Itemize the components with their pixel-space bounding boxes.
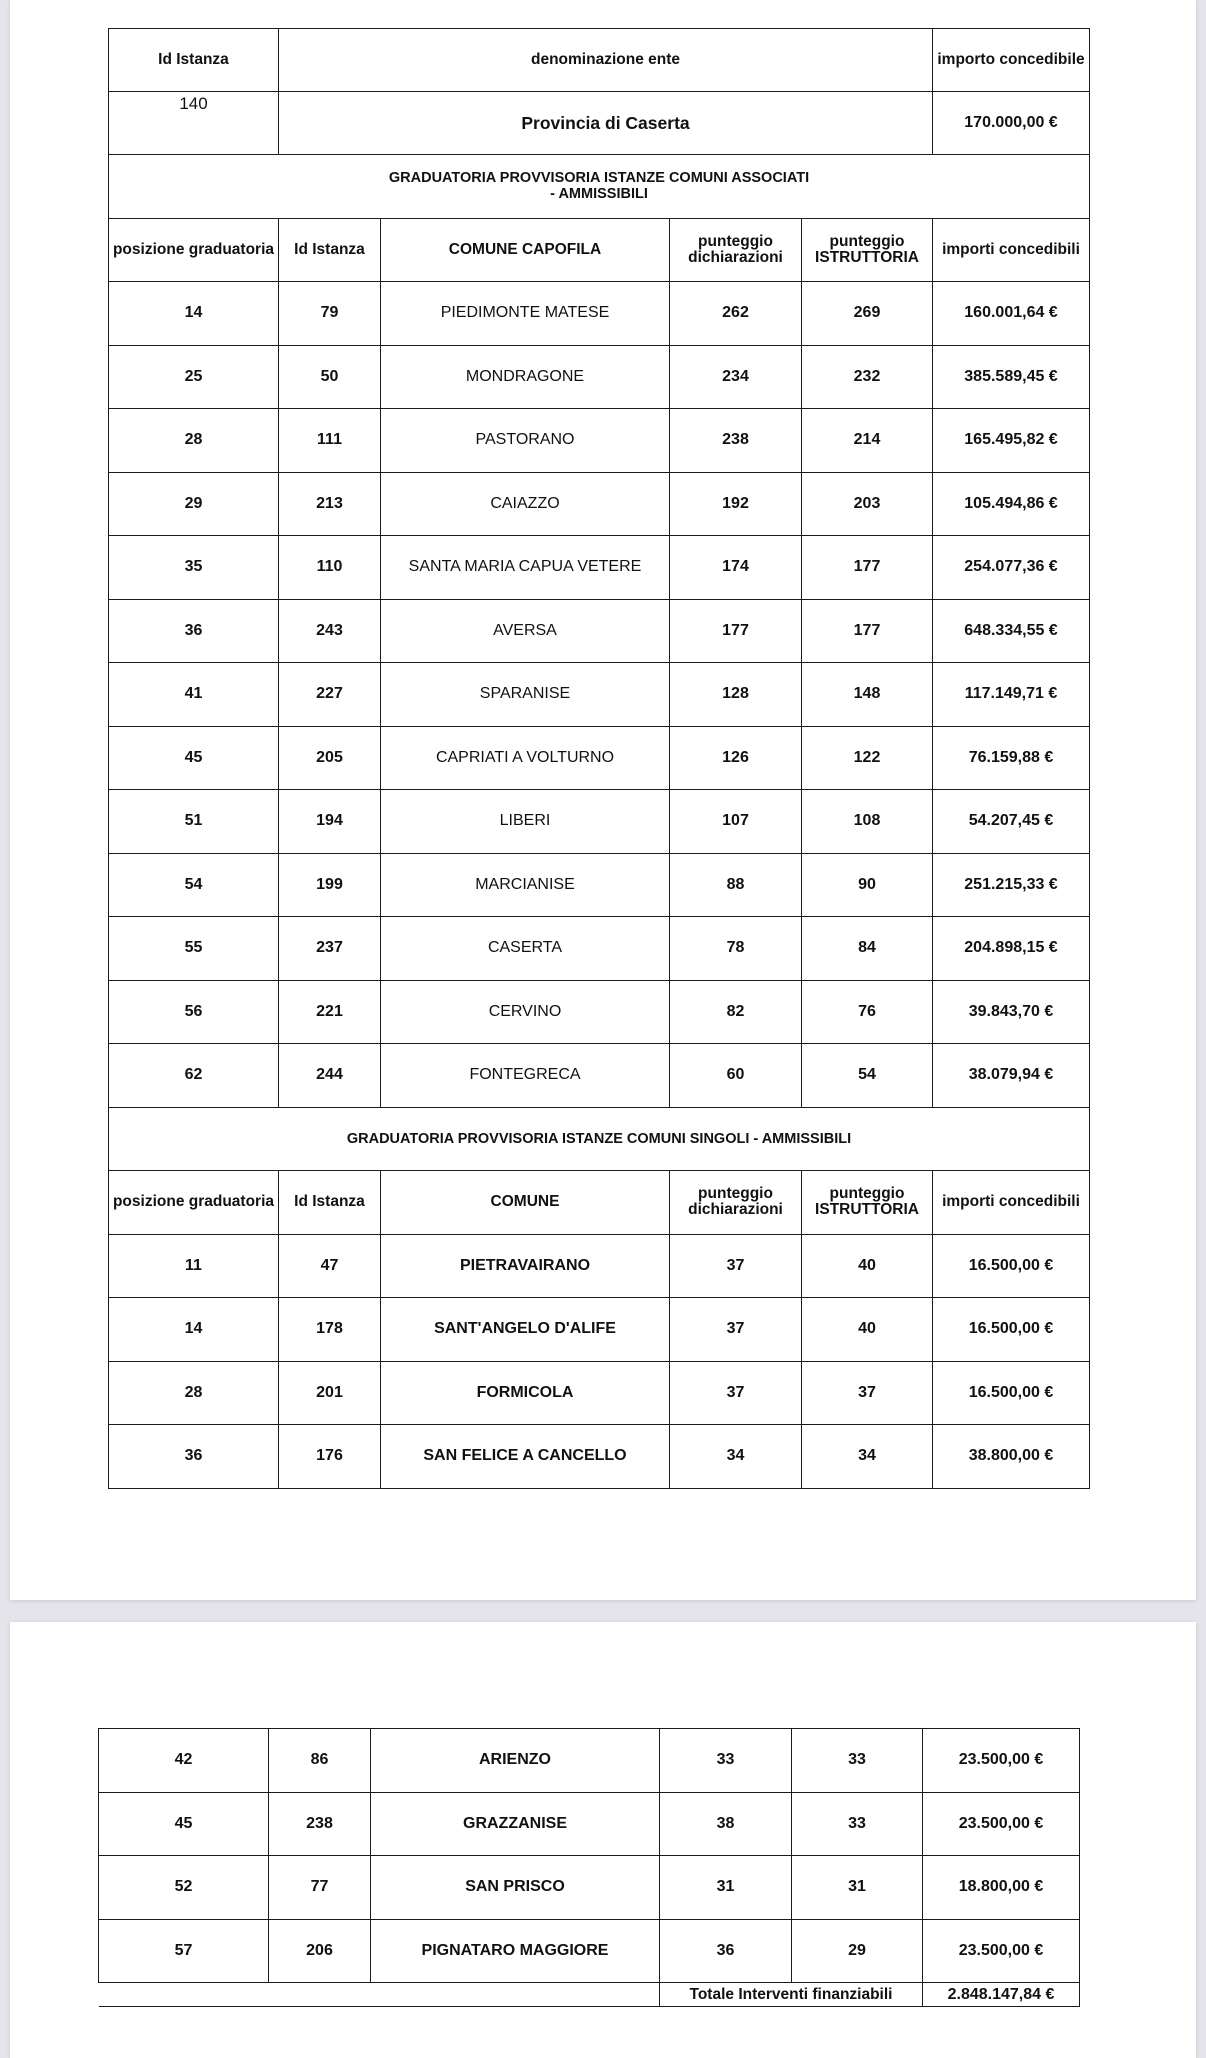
importo-cell: 254.077,36 € <box>933 536 1090 600</box>
header-punteggio-dichiarazioni: punteggio dichiarazioni <box>670 1171 802 1235</box>
id-istanza-cell: 194 <box>279 790 381 854</box>
punteggio-dichiarazioni-cell: 78 <box>670 917 802 981</box>
header-id: Id Istanza <box>279 218 381 282</box>
id-istanza-cell: 243 <box>279 599 381 663</box>
id-istanza-cell: 206 <box>269 1919 371 1983</box>
punteggio-istruttoria-cell: 33 <box>792 1729 923 1793</box>
punteggio-dichiarazioni-cell: 82 <box>670 980 802 1044</box>
posizione-cell: 57 <box>99 1919 269 1983</box>
posizione-cell: 35 <box>109 536 279 600</box>
posizione-cell: 14 <box>109 1298 279 1362</box>
id-istanza-cell: 110 <box>279 536 381 600</box>
punteggio-dichiarazioni-cell: 107 <box>670 790 802 854</box>
table-row <box>99 1729 1080 1793</box>
id-istanza-cell: 237 <box>279 917 381 981</box>
table-row <box>109 980 1090 1044</box>
punteggio-istruttoria-cell: 29 <box>792 1919 923 1983</box>
posizione-cell: 36 <box>109 1425 279 1489</box>
punteggio-istruttoria-cell: 54 <box>802 1044 933 1108</box>
comune-cell: MONDRAGONE <box>381 345 670 409</box>
importo-cell: 648.334,55 € <box>933 599 1090 663</box>
section-title-line2: - AMMISSIBILI <box>550 186 648 203</box>
table-row <box>99 1856 1080 1920</box>
table-row <box>109 472 1090 536</box>
header-punteggio-istruttoria: punteggio ISTRUTTORIA <box>802 218 933 282</box>
table-row <box>109 1361 1090 1425</box>
posizione-cell: 41 <box>109 663 279 727</box>
provincia-id: 140 <box>109 92 279 155</box>
punteggio-istruttoria-cell: 84 <box>802 917 933 981</box>
provincia-row <box>109 92 1090 155</box>
comune-cell: AVERSA <box>381 599 670 663</box>
comune-cell: FONTEGRECA <box>381 1044 670 1108</box>
punteggio-dichiarazioni-cell: 33 <box>660 1729 792 1793</box>
section-title-associati <box>109 155 1090 219</box>
header-posizione: posizione graduatoria <box>109 218 279 282</box>
importo-cell: 16.500,00 € <box>933 1234 1090 1298</box>
header-id: Id Istanza <box>279 1171 381 1235</box>
table-row <box>109 917 1090 981</box>
comune-cell: PASTORANO <box>381 409 670 473</box>
header-comune: COMUNE <box>381 1171 670 1235</box>
punteggio-istruttoria-cell: 214 <box>802 409 933 473</box>
punteggio-istruttoria-cell: 37 <box>802 1361 933 1425</box>
comune-cell: CERVINO <box>381 980 670 1044</box>
graduatoria-table <box>108 28 1090 1489</box>
id-istanza-cell: 50 <box>279 345 381 409</box>
posizione-cell: 45 <box>109 726 279 790</box>
importo-cell: 165.495,82 € <box>933 409 1090 473</box>
id-istanza-cell: 201 <box>279 1361 381 1425</box>
punteggio-dichiarazioni-cell: 128 <box>670 663 802 727</box>
totale-row <box>99 1983 1080 2007</box>
comune-cell: SAN FELICE A CANCELLO <box>381 1425 670 1489</box>
punteggio-dichiarazioni-cell: 174 <box>670 536 802 600</box>
table-row <box>109 663 1090 727</box>
singoli-rows-continued <box>99 1729 1080 1983</box>
id-istanza-cell: 77 <box>269 1856 371 1920</box>
table-row <box>109 1425 1090 1489</box>
provincia-name: Provincia di Caserta <box>279 92 933 155</box>
punteggio-dichiarazioni-cell: 38 <box>660 1792 792 1856</box>
id-istanza-cell: 227 <box>279 663 381 727</box>
importo-cell: 38.800,00 € <box>933 1425 1090 1489</box>
punteggio-istruttoria-cell: 31 <box>792 1856 923 1920</box>
posizione-cell: 29 <box>109 472 279 536</box>
posizione-cell: 28 <box>109 409 279 473</box>
punteggio-dichiarazioni-cell: 37 <box>670 1234 802 1298</box>
posizione-cell: 45 <box>99 1792 269 1856</box>
table-row <box>109 536 1090 600</box>
posizione-cell: 28 <box>109 1361 279 1425</box>
punteggio-dichiarazioni-cell: 31 <box>660 1856 792 1920</box>
importo-cell: 117.149,71 € <box>933 663 1090 727</box>
comune-cell: PIGNATARO MAGGIORE <box>371 1919 660 1983</box>
table-row <box>109 726 1090 790</box>
table-row <box>109 853 1090 917</box>
importo-cell: 204.898,15 € <box>933 917 1090 981</box>
importo-cell: 16.500,00 € <box>933 1361 1090 1425</box>
header-punteggio-istruttoria: punteggio ISTRUTTORIA <box>802 1171 933 1235</box>
punteggio-istruttoria-cell: 269 <box>802 282 933 346</box>
comune-cell: CAIAZZO <box>381 472 670 536</box>
comune-cell: MARCIANISE <box>381 853 670 917</box>
table-row <box>109 599 1090 663</box>
punteggio-istruttoria-cell: 33 <box>792 1792 923 1856</box>
singoli-rows <box>109 1234 1090 1488</box>
table-row <box>109 790 1090 854</box>
posizione-cell: 56 <box>109 980 279 1044</box>
importo-cell: 39.843,70 € <box>933 980 1090 1044</box>
punteggio-istruttoria-cell: 108 <box>802 790 933 854</box>
header-comune-capofila: COMUNE CAPOFILA <box>381 218 670 282</box>
punteggio-dichiarazioni-cell: 126 <box>670 726 802 790</box>
punteggio-dichiarazioni-cell: 234 <box>670 345 802 409</box>
comune-cell: LIBERI <box>381 790 670 854</box>
punteggio-istruttoria-cell: 122 <box>802 726 933 790</box>
punteggio-istruttoria-cell: 90 <box>802 853 933 917</box>
punteggio-dichiarazioni-cell: 60 <box>670 1044 802 1108</box>
importo-cell: 16.500,00 € <box>933 1298 1090 1362</box>
posizione-cell: 51 <box>109 790 279 854</box>
table-row <box>109 1298 1090 1362</box>
punteggio-dichiarazioni-cell: 262 <box>670 282 802 346</box>
header-punteggio-dichiarazioni: punteggio dichiarazioni <box>670 218 802 282</box>
table-row <box>109 345 1090 409</box>
id-istanza-cell: 176 <box>279 1425 381 1489</box>
punteggio-dichiarazioni-cell: 238 <box>670 409 802 473</box>
id-istanza-cell: 221 <box>279 980 381 1044</box>
header-importi: importi concedibili <box>933 1171 1090 1235</box>
posizione-cell: 42 <box>99 1729 269 1793</box>
comune-cell: SPARANISE <box>381 663 670 727</box>
id-istanza-cell: 79 <box>279 282 381 346</box>
punteggio-dichiarazioni-cell: 34 <box>670 1425 802 1489</box>
column-header-row <box>109 218 1090 282</box>
comune-cell: ARIENZO <box>371 1729 660 1793</box>
table-row <box>109 1044 1090 1108</box>
punteggio-dichiarazioni-cell: 37 <box>670 1298 802 1362</box>
header-importi: importi concedibili <box>933 218 1090 282</box>
posizione-cell: 25 <box>109 345 279 409</box>
importo-cell: 76.159,88 € <box>933 726 1090 790</box>
punteggio-istruttoria-cell: 177 <box>802 536 933 600</box>
header-id-istanza: Id Istanza <box>109 29 279 92</box>
punteggio-istruttoria-cell: 177 <box>802 599 933 663</box>
importo-cell: 23.500,00 € <box>923 1792 1080 1856</box>
comune-cell: CAPRIATI A VOLTURNO <box>381 726 670 790</box>
id-istanza-cell: 213 <box>279 472 381 536</box>
table-row <box>109 282 1090 346</box>
section-title-line1: GRADUATORIA PROVVISORIA ISTANZE COMUNI ASSOCIATI <box>388 170 810 187</box>
section-title-singoli-text: GRADUATORIA PROVVISORIA ISTANZE COMUNI SINGOLI - AMMISSIBILI <box>109 1107 1090 1171</box>
table-row <box>99 1919 1080 1983</box>
posizione-cell: 52 <box>99 1856 269 1920</box>
totale-value: 2.848.147,84 € <box>923 1983 1080 2007</box>
comune-cell: CASERTA <box>381 917 670 981</box>
comune-cell: SAN PRISCO <box>371 1856 660 1920</box>
punteggio-istruttoria-cell: 40 <box>802 1234 933 1298</box>
id-istanza-cell: 86 <box>269 1729 371 1793</box>
punteggio-dichiarazioni-cell: 177 <box>670 599 802 663</box>
importo-cell: 251.215,33 € <box>933 853 1090 917</box>
importo-cell: 54.207,45 € <box>933 790 1090 854</box>
totale-label: Totale Interventi finanziabili <box>660 1983 923 2007</box>
posizione-cell: 36 <box>109 599 279 663</box>
provincia-importo: 170.000,00 € <box>933 92 1090 155</box>
comune-cell: SANTA MARIA CAPUA VETERE <box>381 536 670 600</box>
punteggio-istruttoria-cell: 40 <box>802 1298 933 1362</box>
column-header-row <box>109 1171 1090 1235</box>
header-posizione: posizione graduatoria <box>109 1171 279 1235</box>
importo-cell: 18.800,00 € <box>923 1856 1080 1920</box>
header-importo-concedibile: importo concedibile <box>933 29 1090 92</box>
punteggio-dichiarazioni-cell: 192 <box>670 472 802 536</box>
posizione-cell: 14 <box>109 282 279 346</box>
punteggio-istruttoria-cell: 203 <box>802 472 933 536</box>
importo-cell: 23.500,00 € <box>923 1729 1080 1793</box>
punteggio-istruttoria-cell: 148 <box>802 663 933 727</box>
importo-cell: 160.001,64 € <box>933 282 1090 346</box>
comune-cell: PIEDIMONTE MATESE <box>381 282 670 346</box>
id-istanza-cell: 199 <box>279 853 381 917</box>
table-row <box>99 1792 1080 1856</box>
punteggio-istruttoria-cell: 76 <box>802 980 933 1044</box>
id-istanza-cell: 205 <box>279 726 381 790</box>
punteggio-dichiarazioni-cell: 88 <box>670 853 802 917</box>
comune-cell: SANT'ANGELO D'ALIFE <box>381 1298 670 1362</box>
top-header-row <box>109 29 1090 92</box>
posizione-cell: 55 <box>109 917 279 981</box>
id-istanza-cell: 47 <box>279 1234 381 1298</box>
importo-cell: 38.079,94 € <box>933 1044 1090 1108</box>
punteggio-dichiarazioni-cell: 37 <box>670 1361 802 1425</box>
id-istanza-cell: 244 <box>279 1044 381 1108</box>
posizione-cell: 11 <box>109 1234 279 1298</box>
document-page-1 <box>10 0 1196 1600</box>
importo-cell: 105.494,86 € <box>933 472 1090 536</box>
posizione-cell: 62 <box>109 1044 279 1108</box>
id-istanza-cell: 178 <box>279 1298 381 1362</box>
id-istanza-cell: 111 <box>279 409 381 473</box>
punteggio-dichiarazioni-cell: 36 <box>660 1919 792 1983</box>
section-title-singoli <box>109 1107 1090 1171</box>
graduatoria-table-continued <box>98 1728 1080 2007</box>
table-row <box>109 1234 1090 1298</box>
importo-cell: 23.500,00 € <box>923 1919 1080 1983</box>
associati-rows <box>109 282 1090 1108</box>
posizione-cell: 54 <box>109 853 279 917</box>
punteggio-istruttoria-cell: 34 <box>802 1425 933 1489</box>
comune-cell: GRAZZANISE <box>371 1792 660 1856</box>
id-istanza-cell: 238 <box>269 1792 371 1856</box>
punteggio-istruttoria-cell: 232 <box>802 345 933 409</box>
comune-cell: PIETRAVAIRANO <box>381 1234 670 1298</box>
header-denominazione: denominazione ente <box>279 29 933 92</box>
comune-cell: FORMICOLA <box>381 1361 670 1425</box>
table-row <box>109 409 1090 473</box>
importo-cell: 385.589,45 € <box>933 345 1090 409</box>
